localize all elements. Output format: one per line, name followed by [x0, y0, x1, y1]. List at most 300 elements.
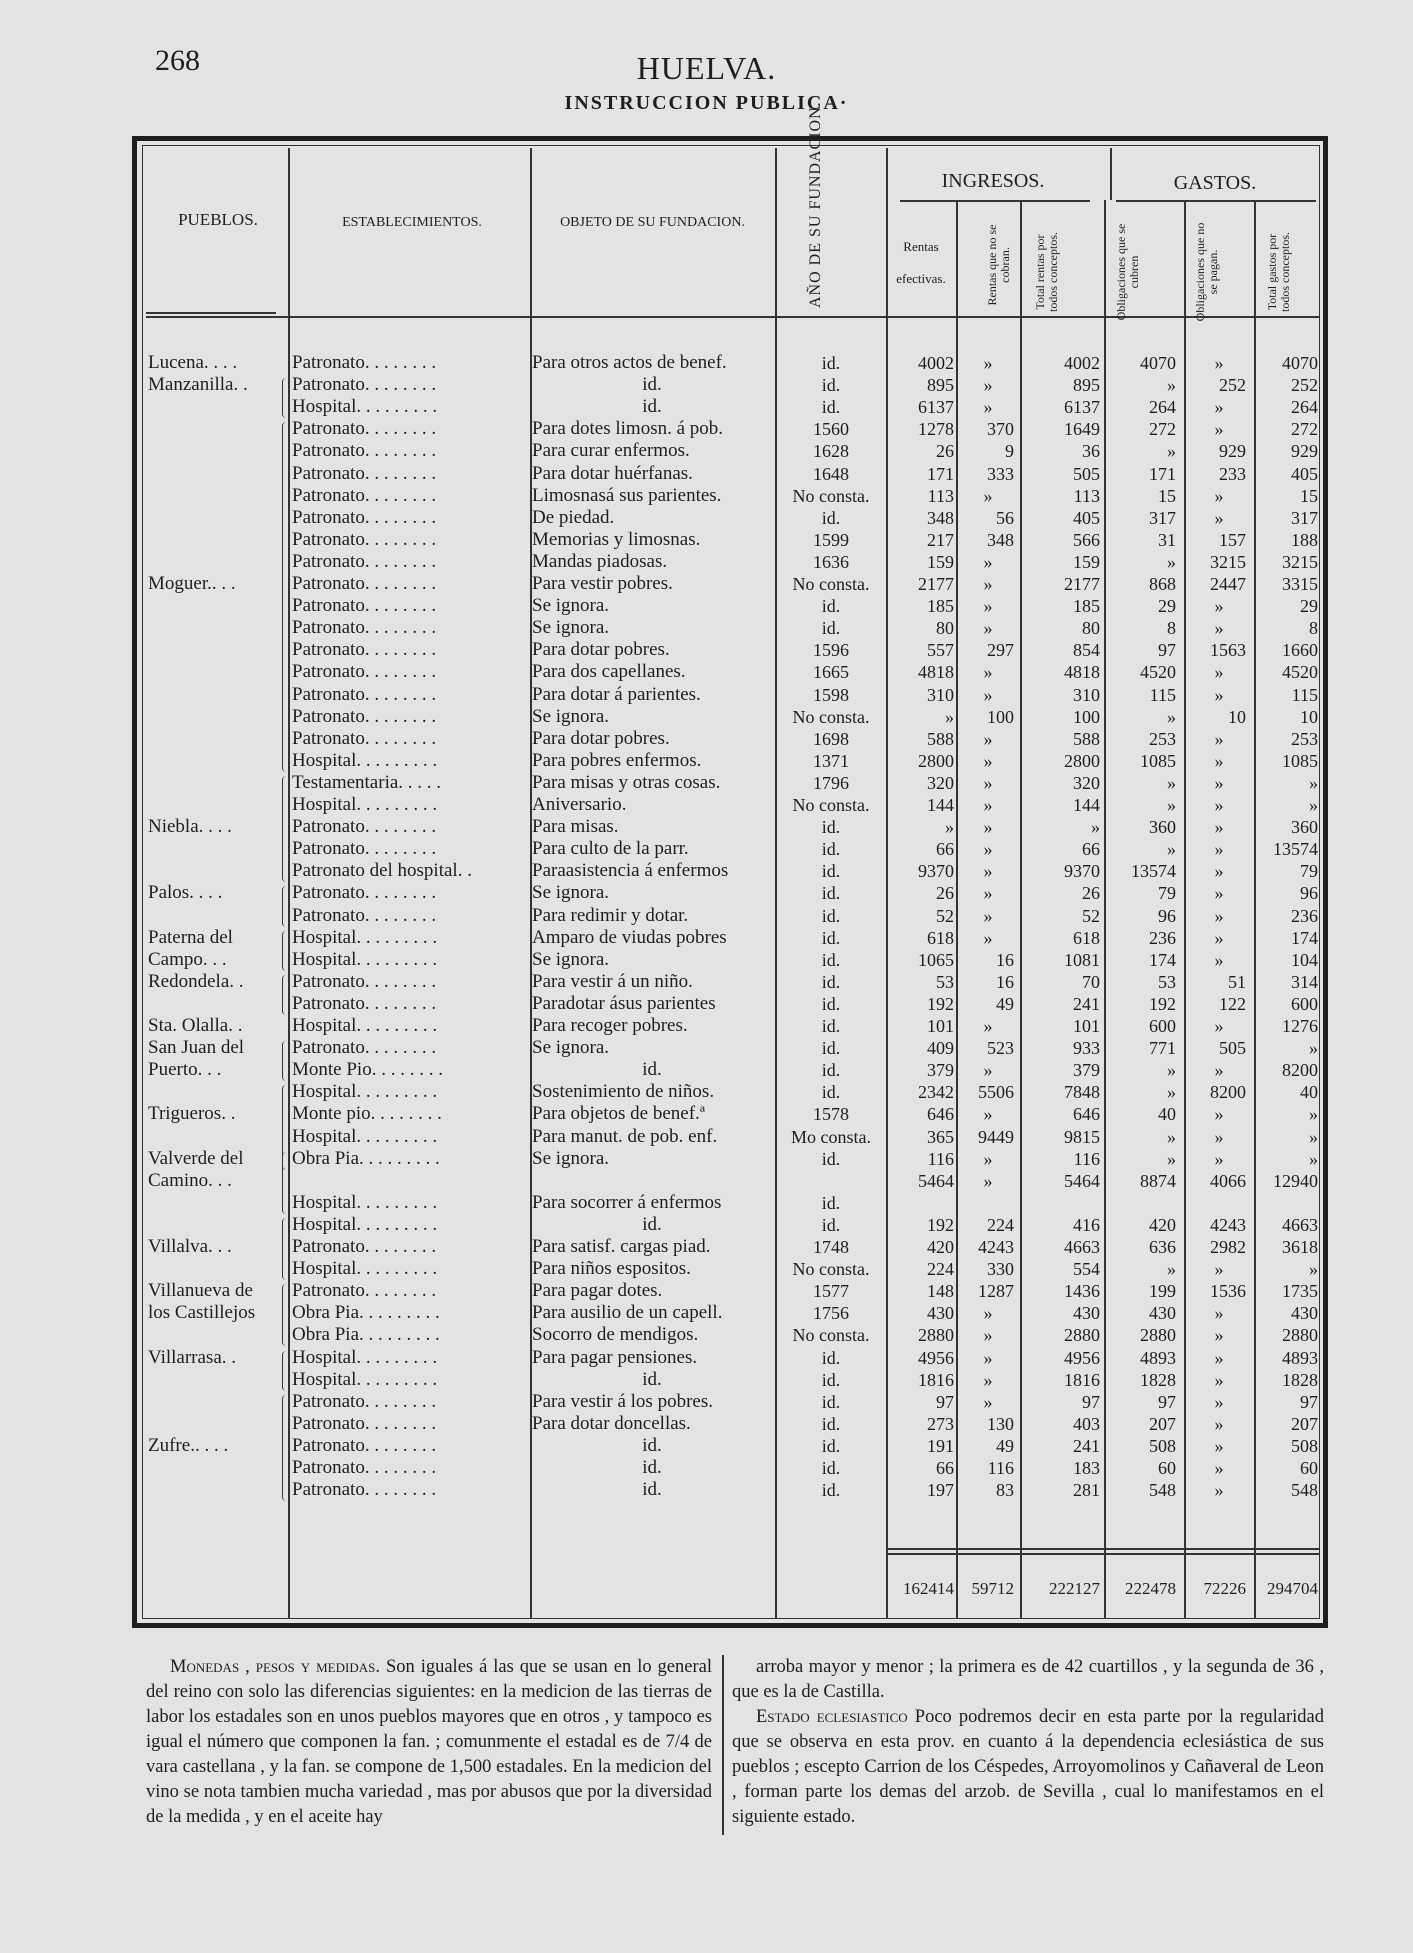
total-rentas-cell: 1081: [1064, 949, 1100, 970]
row-objeto: De piedad.: [532, 506, 615, 528]
rentas-no-cobran-cell: 116: [987, 1458, 1014, 1478]
rentas-no-cobran-cell: »: [983, 662, 993, 683]
oblig-no-pagan-cell: 122: [1219, 993, 1246, 1014]
oblig-cubren-cell: 430: [1149, 1303, 1176, 1324]
total-gastos-cell: 1660: [1282, 640, 1318, 661]
rentas-no-cobran-cell: 100: [987, 706, 1014, 727]
row-ano: id.: [821, 375, 841, 396]
row-pueblo: Moguer.. . .: [148, 573, 236, 594]
oblig-no-pagan-cell: 505: [1219, 1038, 1246, 1059]
rentas-no-cobran-cell: 9: [1005, 441, 1014, 462]
rentas-efectivas-cell: 2800: [918, 750, 954, 771]
total-gastos-cell: 174: [1291, 927, 1318, 948]
row-objeto: Para dotar doncellas.: [532, 1412, 691, 1434]
total-rentas-cell: 2880: [1064, 1325, 1100, 1346]
oblig-cubren-cell: 264: [1149, 397, 1176, 418]
row-objeto: Para niños espositos.: [532, 1258, 691, 1280]
row-ano: id.: [821, 971, 841, 992]
row-establecimiento: Patronato. . . . . . . .: [292, 595, 437, 617]
oblig-no-pagan-cell: »: [1214, 1435, 1224, 1456]
rentas-efectivas-cell: 26: [936, 441, 954, 462]
total-oblig-no-pagan-cell: 72226: [1203, 1579, 1246, 1598]
header-rentas-efectivas: Rentas: [903, 239, 939, 254]
rentas-efectivas-cell: 420: [927, 1237, 954, 1257]
rentas-no-cobran-cell: 49: [996, 1435, 1014, 1456]
oblig-no-pagan-cell: 10: [1228, 706, 1246, 727]
total-gastos-cell: 929: [1291, 441, 1318, 462]
total-rentas-cell: 854: [1073, 640, 1100, 661]
row-establecimiento: Patronato. . . . . . . .: [292, 705, 437, 727]
row-establecimiento: Hospital. . . . . . . . .: [292, 1191, 438, 1213]
rentas-no-cobran-cell: 83: [996, 1480, 1014, 1501]
oblig-cubren-cell: »: [1167, 772, 1176, 793]
brace-mark: [282, 1041, 288, 1081]
rentas-efectivas-cell: 113: [927, 485, 954, 506]
total-rentas-cell: 159: [1073, 551, 1100, 572]
column-rule: [956, 200, 958, 1618]
total-gastos-cell: »: [1309, 1126, 1318, 1147]
total-rentas-cell: 566: [1073, 529, 1100, 550]
total-gastos-cell: 96: [1300, 883, 1318, 904]
row-objeto: Para culto de la parr.: [532, 838, 689, 860]
row-establecimiento: Patronato. . . . . . . .: [292, 838, 437, 860]
total-gastos-cell: 600: [1291, 993, 1318, 1014]
row-objeto: Para satisf. cargas piad.: [532, 1236, 711, 1257]
oblig-cubren-cell: 53: [1158, 971, 1176, 992]
total-rentas-cell: 618: [1073, 927, 1100, 948]
brace-mark: [282, 931, 288, 971]
row-objeto: Para socorrer á enfermos: [532, 1191, 722, 1213]
row-objeto: Se ignora.: [532, 948, 610, 970]
rentas-efectivas-cell: 197: [927, 1480, 954, 1501]
row-establecimiento: Patronato. . . . . . . .: [292, 462, 437, 484]
rentas-no-cobran-cell: »: [983, 861, 993, 882]
brace-mark: [282, 378, 288, 418]
total-rentas-cell: 403: [1073, 1413, 1100, 1434]
brace-mark: [282, 975, 288, 1015]
row-objeto: Se ignora.: [532, 1147, 610, 1169]
rentas-efectivas-cell: 191: [927, 1435, 954, 1456]
row-establecimiento: Patronato. . . . . . . .: [292, 484, 437, 506]
oblig-cubren-cell: 171: [1149, 463, 1176, 484]
oblig-cubren-cell: 771: [1149, 1038, 1176, 1059]
oblig-cubren-cell: »: [1167, 1082, 1176, 1103]
oblig-cubren-cell: »: [1167, 795, 1176, 815]
oblig-no-pagan-cell: »: [1214, 1347, 1224, 1368]
row-establecimiento: Patronato. . . . . . . .: [292, 550, 437, 572]
total-rentas-cell: 183: [1073, 1458, 1100, 1478]
row-pueblo: Valverde del: [148, 1147, 244, 1169]
total-gastos-cell: 1085: [1282, 750, 1318, 771]
total-rentas-cell: 241: [1073, 1435, 1100, 1456]
row-establecimiento: Hospital. . . . . . . . .: [292, 926, 438, 948]
row-objeto: Para pagar pensiones.: [532, 1346, 698, 1368]
oblig-cubren-cell: 97: [1158, 640, 1176, 661]
rentas-efectivas-cell: 52: [936, 905, 954, 926]
oblig-cubren-cell: 96: [1158, 905, 1176, 926]
rentas-efectivas-cell: 588: [927, 728, 954, 749]
row-ano: 1648: [813, 463, 849, 484]
oblig-cubren-cell: 4070: [1140, 353, 1176, 373]
rentas-efectivas-cell: 217: [927, 529, 954, 550]
row-ano: No consta.: [792, 1325, 870, 1346]
row-pueblo: Paterna del: [148, 926, 233, 948]
rentas-no-cobran-cell: 224: [987, 1214, 1014, 1235]
row-ano: 1560: [813, 419, 849, 440]
rentas-no-cobran-cell: »: [983, 684, 993, 705]
total-gastos-cell: 1276: [1282, 1016, 1318, 1036]
oblig-no-pagan-cell: »: [1214, 662, 1224, 683]
row-objeto: Para otros actos de benef.: [532, 352, 727, 373]
rentas-no-cobran-cell: 16: [996, 949, 1014, 970]
total-gastos-cell: 10: [1300, 706, 1318, 727]
oblig-no-pagan-cell: 3215: [1210, 551, 1246, 572]
total-rentas-cell: 4956: [1064, 1347, 1100, 1368]
row-objeto: Se ignora.: [532, 617, 610, 639]
row-pueblo: Niebla. . . .: [148, 816, 232, 838]
oblig-cubren-cell: 79: [1158, 883, 1176, 904]
row-establecimiento: Obra Pia. . . . . . . . .: [292, 1324, 440, 1346]
total-gastos-cell: 207: [1291, 1413, 1318, 1434]
header-pueblos: PUEBLOS.: [178, 210, 258, 229]
total-gastos-cell: »: [1309, 1104, 1318, 1125]
oblig-no-pagan-cell: »: [1214, 883, 1224, 904]
oblig-no-pagan-cell: 233: [1219, 463, 1246, 484]
oblig-no-pagan-cell: »: [1214, 618, 1224, 639]
rentas-no-cobran-cell: »: [983, 1347, 993, 1368]
rentas-no-cobran-cell: »: [983, 1369, 993, 1390]
oblig-no-pagan-cell: »: [1214, 419, 1224, 440]
oblig-no-pagan-cell: »: [1214, 1016, 1224, 1036]
rentas-efectivas-cell: »: [945, 817, 954, 838]
total-rentas-cell: 895: [1073, 375, 1100, 396]
total-gastos-cell: »: [1309, 772, 1318, 793]
oblig-cubren-cell: »: [1167, 375, 1176, 396]
row-pueblo: Campo. . .: [148, 948, 227, 970]
rentas-no-cobran-cell: »: [983, 795, 993, 815]
total-rentas-cell: 320: [1073, 772, 1100, 793]
header-ingresos: INGRESOS.: [941, 170, 1045, 192]
row-establecimiento: Patronato. . . . . . . .: [292, 639, 437, 661]
oblig-no-pagan-cell: »: [1214, 1369, 1224, 1390]
header-oblig-no-pagan: Obligaciones que no se pagan.: [1193, 222, 1220, 322]
brace-mark: [282, 886, 288, 926]
total-rentas-cell: 405: [1073, 507, 1100, 528]
total-gastos-cell: 508: [1291, 1435, 1318, 1456]
total-rentas-cell: 588: [1073, 728, 1100, 749]
row-ano: id.: [821, 817, 841, 838]
oblig-no-pagan-cell: 51: [1228, 971, 1246, 992]
paragraph-text: Son iguales á las que se usan en lo general del reino con solo las diferencias siguientes: en la medicion de las tierras de labor los estadales son en unos pueblos mayores que en otros , y tampoco es igual el número que componen la fan. ; comunmente el estadal es de 7/4 de vara castellana , y la fan. se compone de 1,500 estadales. En la medicion del vino se nota tambien mucha variedad , mas por abusos que por la diversidad de la medida , y en el aceite hay: [146, 1657, 712, 1827]
right-text-column: [732, 1655, 1324, 1830]
total-gastos-cell: 314: [1291, 971, 1318, 992]
total-gastos-cell: »: [1309, 795, 1318, 815]
rentas-no-cobran-cell: »: [983, 750, 993, 771]
row-objeto: Para dos capellanes.: [532, 661, 686, 683]
rentas-efectivas-cell: 192: [927, 1214, 954, 1235]
oblig-cubren-cell: »: [1167, 1060, 1176, 1081]
total-gastos-cell: 236: [1291, 905, 1318, 926]
oblig-cubren-cell: 2880: [1140, 1325, 1176, 1346]
oblig-cubren-cell: 192: [1149, 993, 1176, 1014]
row-ano: 1748: [813, 1237, 849, 1257]
total-gastos-cell: 115: [1291, 684, 1318, 705]
oblig-cubren-cell: 253: [1149, 728, 1176, 749]
header-ano: AÑO DE SU FUNDACION.: [807, 101, 824, 308]
row-objeto: Socorro de mendigos.: [532, 1324, 699, 1346]
oblig-no-pagan-cell: 157: [1219, 529, 1246, 550]
rentas-efectivas-cell: 26: [936, 883, 954, 904]
row-objeto: Para dotes limosn. á pob.: [532, 418, 724, 440]
page-number: 268: [155, 44, 200, 77]
oblig-cubren-cell: »: [1167, 1126, 1176, 1147]
rentas-no-cobran-cell: 523: [987, 1038, 1014, 1059]
row-objeto: Para misas y otras cosas.: [532, 771, 721, 793]
row-objeto: Se ignora.: [532, 882, 610, 904]
rentas-efectivas-cell: 116: [927, 1148, 954, 1169]
row-ano: id.: [821, 839, 841, 860]
oblig-no-pagan-cell: »: [1214, 927, 1224, 948]
row-ano: Mo consta.: [791, 1126, 871, 1147]
row-objeto: Memorias y limosnas.: [532, 528, 701, 550]
oblig-cubren-cell: 317: [1149, 507, 1176, 528]
row-establecimiento: Patronato. . . . . . . .: [292, 374, 437, 396]
rentas-efectivas-cell: 9370: [918, 861, 954, 882]
row-pueblo: los Castillejos: [148, 1302, 256, 1324]
row-establecimiento: Patronato. . . . . . . .: [292, 1280, 437, 1302]
total-rentas-cell: 310: [1073, 684, 1100, 705]
total-gastos-cell: 4070: [1282, 353, 1318, 373]
total-gastos-cell: 8200: [1282, 1060, 1318, 1081]
rentas-no-cobran-cell: 9449: [978, 1126, 1014, 1147]
rentas-efectivas-cell: »: [945, 706, 954, 727]
total-oblig-cubren-cell: 222478: [1125, 1579, 1176, 1598]
oblig-no-pagan-cell: »: [1214, 1104, 1224, 1125]
row-objeto: id.: [642, 1368, 662, 1390]
header-rentas-efectivas-2: efectivas.: [896, 271, 946, 286]
total-rentas-cell: 2177: [1064, 574, 1100, 594]
row-establecimiento: Hospital. . . . . . . . .: [292, 396, 438, 418]
column-divider: [722, 1655, 724, 1835]
small-caps-heading: Monedas , pesos y medidas.: [170, 1657, 380, 1677]
column-rule: [1184, 200, 1186, 1618]
row-establecimiento: Hospital. . . . . . . . .: [292, 749, 438, 771]
row-objeto: Para misas.: [532, 816, 619, 838]
row-ano: No consta.: [792, 1259, 870, 1280]
total-rentas-cell: 101: [1073, 1016, 1100, 1036]
row-ano: 1599: [813, 529, 849, 550]
row-objeto: Para ausilio de un capell.: [532, 1302, 723, 1324]
row-ano: 1577: [813, 1281, 849, 1302]
row-establecimiento: Patronato. . . . . . . .: [292, 970, 437, 992]
row-establecimiento: Patronato. . . . . . . .: [292, 661, 437, 683]
rentas-efectivas-cell: 379: [927, 1060, 954, 1081]
total-gastos-cell: »: [1309, 1259, 1318, 1280]
total-rentas-cell: 1436: [1064, 1281, 1100, 1302]
row-ano: id.: [821, 993, 841, 1014]
row-establecimiento: Hospital. . . . . . . . .: [292, 1015, 438, 1036]
total-rentas-cell: 4818: [1064, 662, 1100, 683]
oblig-no-pagan-cell: »: [1214, 817, 1224, 838]
row-objeto: id.: [642, 1434, 662, 1456]
rentas-efectivas-cell: 66: [936, 839, 954, 860]
row-objeto: Para manut. de pob. enf.: [532, 1125, 718, 1147]
rentas-no-cobran-cell: »: [983, 353, 993, 373]
row-ano: 1371: [813, 750, 849, 771]
total-rentas-cell: 9815: [1064, 1126, 1100, 1147]
total-rentas-cell: 113: [1073, 485, 1100, 506]
row-establecimiento: Patronato del hospital. .: [292, 860, 472, 882]
oblig-cubren-cell: 4520: [1140, 662, 1176, 683]
rentas-no-cobran-cell: »: [983, 397, 993, 418]
row-ano: id.: [821, 1435, 841, 1456]
rentas-no-cobran-cell: »: [983, 596, 993, 617]
rentas-no-cobran-cell: »: [983, 1148, 993, 1169]
row-establecimiento: Patronato. . . . . . . .: [292, 1457, 437, 1478]
row-objeto: id.: [642, 396, 662, 418]
row-establecimiento: Patronato. . . . . . . .: [292, 683, 437, 705]
header-rentas-no-cobran: Rentas que no se cobran.: [985, 224, 1012, 306]
oblig-no-pagan-cell: »: [1214, 949, 1224, 970]
oblig-cubren-cell: 15: [1158, 485, 1176, 506]
oblig-no-pagan-cell: »: [1214, 485, 1224, 506]
total-gastos-cell: 4520: [1282, 662, 1318, 683]
oblig-cubren-cell: 174: [1149, 949, 1176, 970]
row-ano: 1796: [813, 772, 849, 793]
oblig-cubren-cell: »: [1167, 1259, 1176, 1280]
totals-rule: [886, 1548, 1320, 1550]
rentas-efectivas-cell: 1278: [918, 419, 954, 440]
total-rentas-cell: 4663: [1064, 1237, 1100, 1257]
row-ano: id.: [821, 1016, 841, 1036]
oblig-cubren-cell: »: [1167, 839, 1176, 860]
total-rentas-no-cobran-cell: 59712: [971, 1579, 1014, 1598]
oblig-no-pagan-cell: 929: [1219, 441, 1246, 462]
row-objeto: Amparo de viudas pobres: [532, 926, 727, 948]
rentas-no-cobran-cell: »: [983, 1060, 993, 1081]
row-establecimiento: Patronato. . . . . . . .: [292, 573, 437, 594]
oblig-cubren-cell: 207: [1149, 1413, 1176, 1434]
total-gastos-cell: 317: [1291, 507, 1318, 528]
oblig-no-pagan-cell: »: [1214, 839, 1224, 860]
oblig-no-pagan-cell: »: [1214, 795, 1224, 815]
row-ano: id.: [821, 949, 841, 970]
row-objeto: Paradotar ásus parientes: [532, 992, 716, 1014]
oblig-no-pagan-cell: »: [1214, 1413, 1224, 1434]
row-objeto: id.: [642, 1213, 662, 1235]
page-subtitle: INSTRUCCION PUBLICA·: [564, 92, 849, 114]
oblig-cubren-cell: 199: [1149, 1281, 1176, 1302]
header-total-rentas: Total rentas por todos conceptos.: [1033, 232, 1060, 312]
rentas-efectivas-cell: 409: [927, 1038, 954, 1059]
row-establecimiento: Testamentaria. . . . .: [292, 771, 442, 793]
row-pueblo: Villalva. . .: [148, 1236, 232, 1257]
row-ano: 1598: [813, 684, 849, 705]
row-objeto: Aniversario.: [532, 794, 627, 815]
total-gastos-cell: 1828: [1282, 1369, 1318, 1390]
row-establecimiento: Patronato. . . . . . . .: [292, 617, 437, 639]
rentas-no-cobran-cell: 4243: [978, 1237, 1014, 1257]
total-gastos-cell: 252: [1291, 375, 1318, 396]
total-rentas-efectivas-cell: 162414: [903, 1579, 954, 1598]
total-gastos-cell: 12940: [1273, 1170, 1318, 1191]
row-objeto: id.: [642, 1479, 662, 1501]
oblig-no-pagan-cell: »: [1214, 507, 1224, 528]
total-rentas-cell: 933: [1073, 1038, 1100, 1059]
rentas-no-cobran-cell: 297: [987, 640, 1014, 661]
row-pueblo: San Juan del: [148, 1037, 245, 1059]
total-gastos-cell: 13574: [1273, 839, 1318, 860]
rentas-no-cobran-cell: »: [983, 817, 993, 838]
rentas-no-cobran-cell: 49: [996, 993, 1014, 1014]
oblig-no-pagan-cell: 2982: [1210, 1237, 1246, 1257]
header-objeto: OBJETO DE SU FUNDACION.: [560, 215, 745, 230]
group-rule: [900, 200, 1090, 202]
row-ano: id.: [821, 1413, 841, 1434]
total-gastos-cell: 79: [1300, 861, 1318, 882]
oblig-cubren-cell: 13574: [1131, 861, 1176, 882]
total-gastos-cell: 60: [1300, 1458, 1318, 1478]
row-pueblo: Camino. . .: [148, 1169, 232, 1191]
total-gastos-cell: 188: [1291, 529, 1318, 550]
row-ano: id.: [821, 1038, 841, 1059]
total-gastos-cell: 253: [1291, 728, 1318, 749]
left-text-column: [146, 1655, 712, 1830]
row-establecimiento: Monte pio. . . . . . . .: [292, 1103, 442, 1125]
oblig-no-pagan-cell: »: [1214, 353, 1224, 373]
rentas-efectivas-cell: 148: [927, 1281, 954, 1302]
header-gastos: GASTOS.: [1173, 172, 1257, 194]
oblig-cubren-cell: »: [1167, 1148, 1176, 1169]
oblig-no-pagan-cell: »: [1214, 1259, 1224, 1280]
header-rule: [146, 312, 276, 314]
row-establecimiento: Patronato. . . . . . . .: [292, 418, 437, 440]
total-gastos-cell: 405: [1291, 463, 1318, 484]
oblig-no-pagan-cell: 1563: [1210, 640, 1246, 661]
oblig-cubren-cell: 1828: [1140, 1369, 1176, 1390]
rentas-no-cobran-cell: »: [983, 1325, 993, 1346]
total-rentas-cell: 80: [1082, 618, 1100, 639]
rentas-no-cobran-cell: »: [983, 1016, 993, 1036]
oblig-cubren-cell: 236: [1149, 927, 1176, 948]
total-rentas-cell: 97: [1082, 1391, 1100, 1412]
oblig-no-pagan-cell: »: [1214, 684, 1224, 705]
brace-mark: [282, 422, 288, 772]
row-objeto: Para pobres enfermos.: [532, 749, 702, 771]
row-ano: id.: [821, 618, 841, 639]
oblig-cubren-cell: 40: [1158, 1104, 1176, 1125]
row-establecimiento: Obra Pia. . . . . . . . .: [292, 1302, 440, 1324]
row-objeto: id.: [642, 374, 662, 396]
row-establecimiento: Hospital. . . . . . . . .: [292, 1213, 438, 1235]
row-ano: id.: [821, 1214, 841, 1235]
total-rentas-cell: 505: [1073, 463, 1100, 484]
total-gastos-cell: 97: [1300, 1391, 1318, 1412]
oblig-cubren-cell: 31: [1158, 529, 1176, 550]
total-gastos-cell: 1735: [1282, 1281, 1318, 1302]
oblig-no-pagan-cell: 1536: [1210, 1281, 1246, 1302]
row-objeto: Se ignora.: [532, 705, 610, 727]
total-rentas-cell: 554: [1073, 1259, 1100, 1280]
row-pueblo: Palos. . . .: [148, 882, 223, 904]
row-establecimiento: Patronato. . . . . . . .: [292, 882, 437, 904]
oblig-no-pagan-cell: »: [1214, 1303, 1224, 1324]
oblig-no-pagan-cell: »: [1214, 1060, 1224, 1081]
row-objeto: id.: [642, 1059, 662, 1081]
row-ano: id.: [821, 1480, 841, 1501]
total-gastos-cell: »: [1309, 1038, 1318, 1059]
total-gastos-cell: 8: [1309, 618, 1318, 639]
